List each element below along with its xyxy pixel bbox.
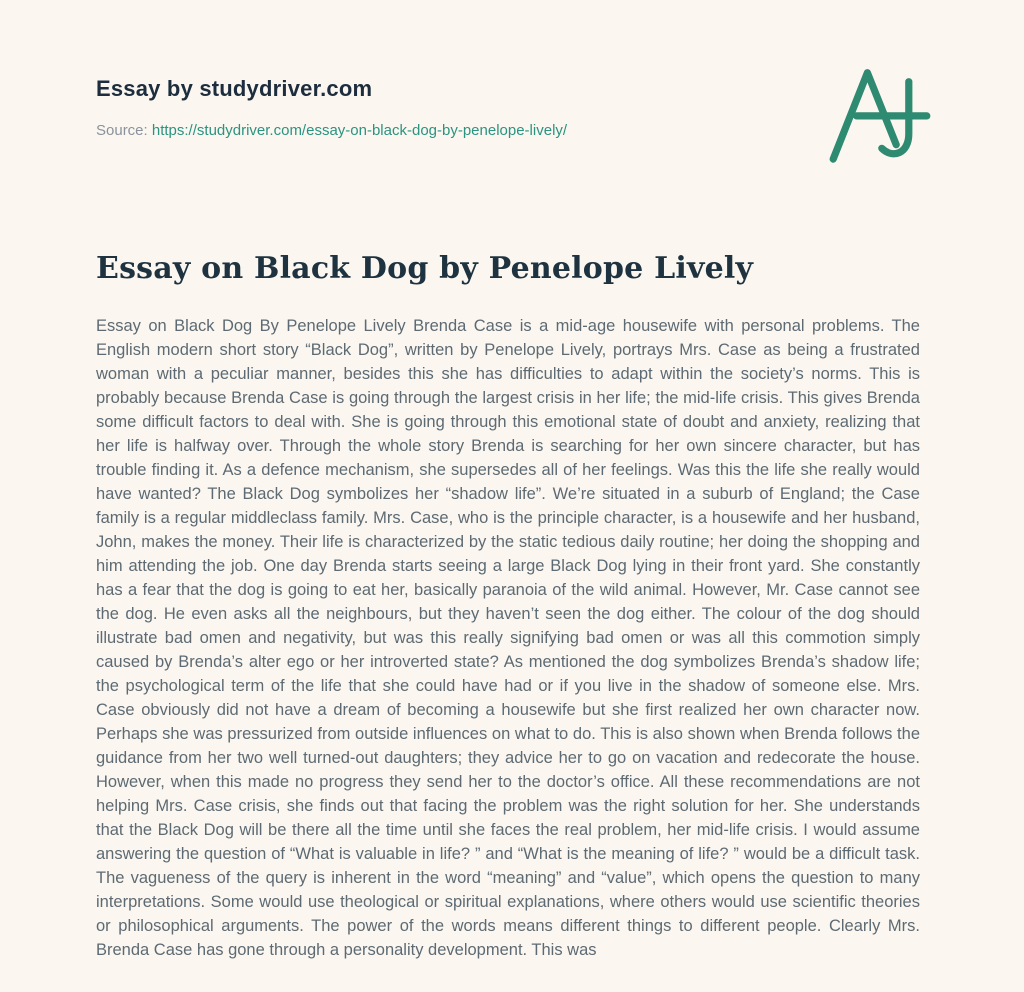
source-line	[96, 122, 920, 139]
page-header	[96, 76, 920, 139]
source-link[interactable]: https://studydriver.com/essay-on-black-dog-by-penelope-lively/	[151, 122, 568, 139]
essay-title: Essay on Black Dog by Penelope Lively	[96, 251, 754, 286]
source-label: Source:	[96, 122, 148, 139]
article	[96, 251, 920, 962]
a-plus-logo-icon	[826, 64, 934, 166]
essay-body: Essay on Black Dog By Penelope Lively Brenda Case is a mid-age housewife with personal problems. The English modern short story “Black Dog”, written by Penelope Lively, portrays Mrs. Case as being a frustrated woman with a peculiar manner, besides this she has difficulties to adapt within the society’s norms. This is probably because Brenda Case is going through the largest crisis in her life; the mid-life crisis. This gives Brenda some difficult factors to deal with. She is going through this emotional state of doubt and anxiety, realizing that her life is halfway over. Through the whole story Brenda is searching for her own sincere character, but has trouble finding it. As a defence mechanism, she supersedes all of her feelings. Was this the life she really would have wanted? The Black Dog symbolizes her “shadow life”. We’re situated in a suburb of England; the Case family is a regular middleclass family. Mrs. Case, who is the principle character, is a housewife and her husband, John, makes the money. Their life is characterized by the static tedious daily routine; her doing the shopping and him attending the job. One day Brenda starts seeing a large Black Dog lying in their front yard. She constantly has a fear that the dog is going to eat her, basically paranoia of the wild animal. However, Mr. Case cannot see the dog. He even asks all the neighbours, but they haven’t seen the dog either. The colour of the dog should illustrate bad omen and negativity, but was this really signifying bad omen or was all this commotion simply caused by Brenda’s alter ego or her introverted state? As mentioned the dog symbolizes Brenda’s shadow life; the psychological term of the life that she could have had or if you live in the shadow of someone else. Mrs. Case obviously did not have a dream of becoming a housewife but she first realized her own character now. Perhaps she was pressurized from outside influences on what to do. This is also shown when Brenda follows the guidance from her two well turned-out daughters; they advice her to go on vacation and redecorate the house. However, when this made no progress they send her to the doctor’s office. All these recommendations are not helping Mrs. Case crisis, she finds out that facing the problem was the right solution for her. She understands that the Black Dog will be there all the time until she faces the real problem, her mid-life crisis. I would assume answering the question of “What is valuable in life? ” and “What is the meaning of life? ” would be a difficult task. The vagueness of the query is inherent in the word “meaning” and “value”, which opens the question to many interpretations. Some would use theological or spiritual explanations, where others would use scientific theories or philosophical arguments. The power of the words means different things to different people. Clearly Mrs. Brenda Case has gone through a personality development. This was	[96, 317, 920, 959]
brand-heading: Essay by studydriver.com	[96, 76, 373, 101]
